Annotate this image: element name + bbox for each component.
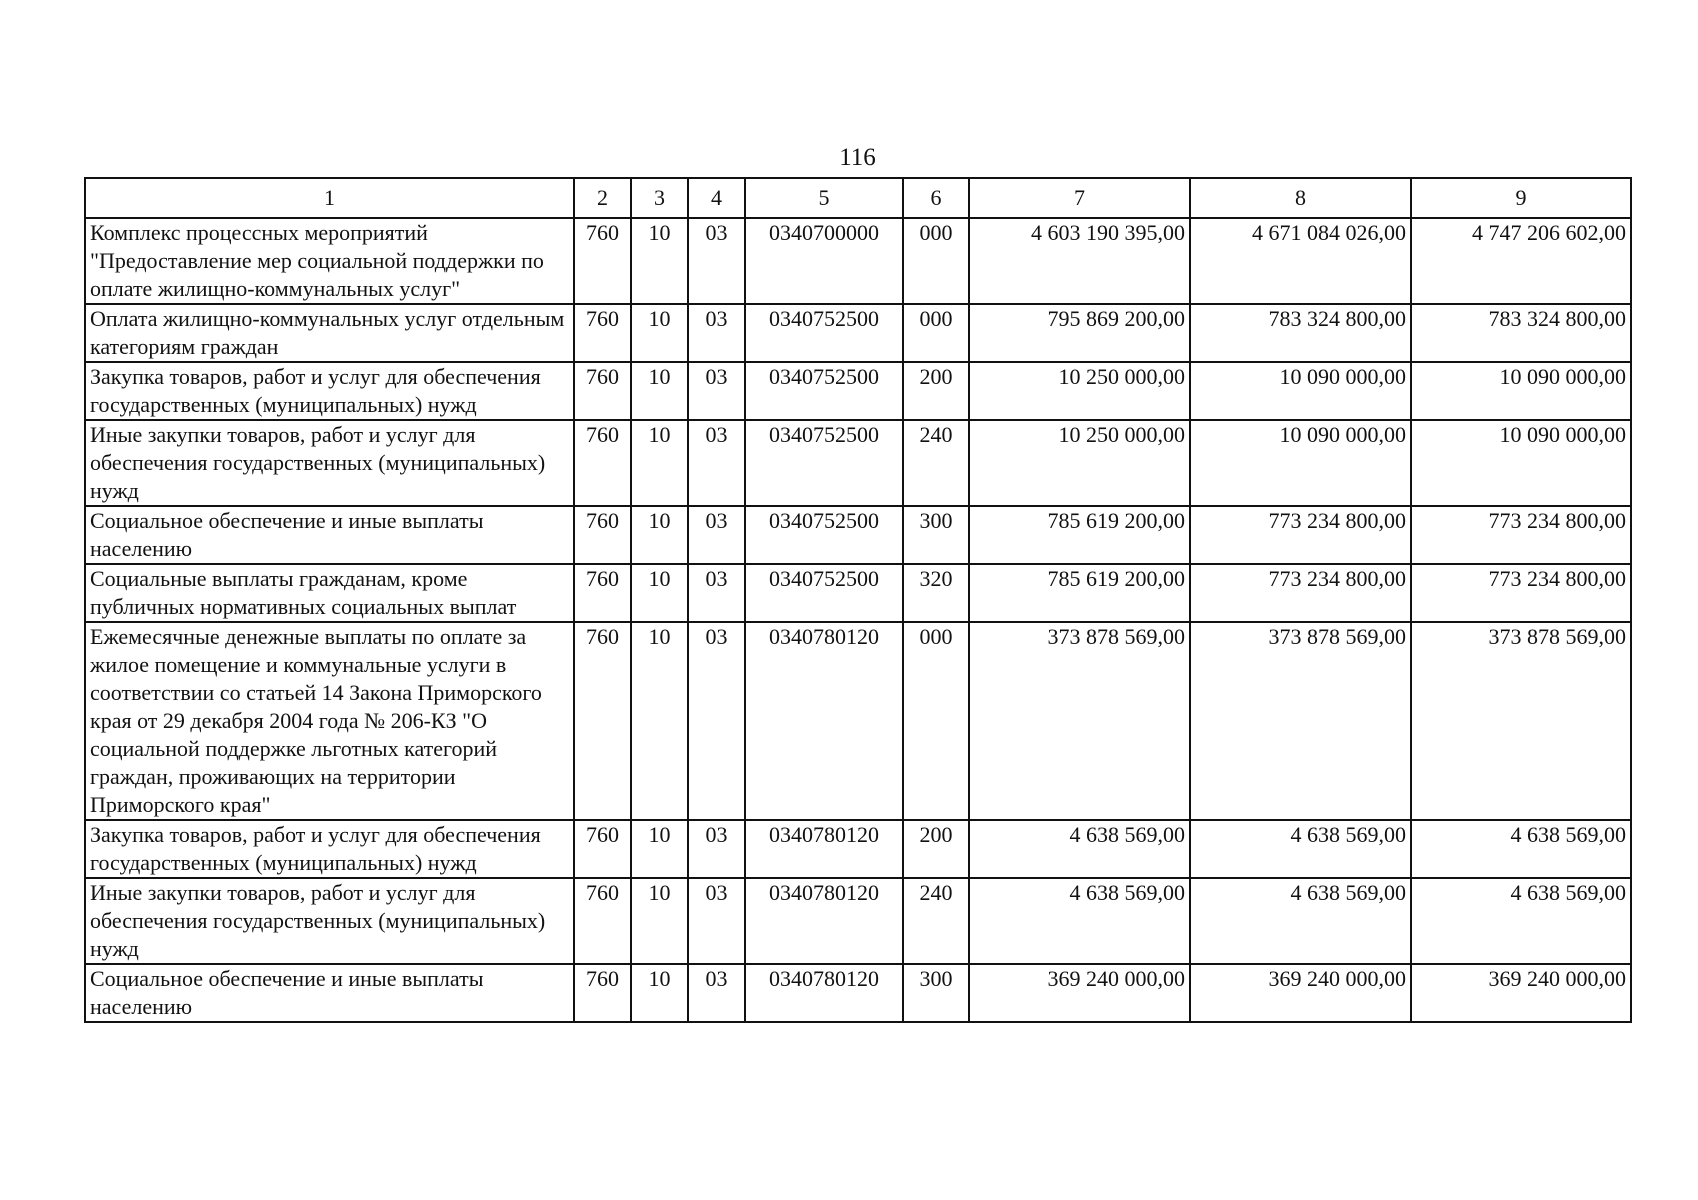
subsection-code: 03	[688, 964, 745, 1022]
target-article-code: 0340752500	[745, 420, 903, 506]
subsection-code: 03	[688, 218, 745, 304]
budget-table	[84, 177, 1632, 1023]
row-name: Социальные выплаты гражданам, кроме публичных нормативных социальных выплат	[85, 564, 574, 622]
target-article-code: 0340752500	[745, 564, 903, 622]
amount-col-9: 373 878 569,00	[1411, 622, 1631, 820]
table-row	[85, 506, 1631, 564]
table-row	[85, 304, 1631, 362]
row-name: Оплата жилищно-коммунальных услуг отдельным категориям граждан	[85, 304, 574, 362]
ministry-code: 760	[574, 964, 631, 1022]
column-header: 3	[631, 178, 688, 218]
amount-col-8: 4 638 569,00	[1190, 820, 1411, 878]
row-name: Иные закупки товаров, работ и услуг для обеспечения государственных (муниципальных) нужд	[85, 420, 574, 506]
amount-col-9: 4 747 206 602,00	[1411, 218, 1631, 304]
expense-type-code: 240	[903, 420, 969, 506]
ministry-code: 760	[574, 622, 631, 820]
subsection-code: 03	[688, 304, 745, 362]
section-code: 10	[631, 506, 688, 564]
expense-type-code: 200	[903, 820, 969, 878]
table-row	[85, 622, 1631, 820]
amount-col-8: 4 638 569,00	[1190, 878, 1411, 964]
section-code: 10	[631, 564, 688, 622]
ministry-code: 760	[574, 420, 631, 506]
column-header: 1	[85, 178, 574, 218]
section-code: 10	[631, 622, 688, 820]
table-row	[85, 420, 1631, 506]
table-row	[85, 878, 1631, 964]
row-name: Социальное обеспечение и иные выплаты населению	[85, 506, 574, 564]
target-article-code: 0340780120	[745, 964, 903, 1022]
amount-col-8: 773 234 800,00	[1190, 564, 1411, 622]
amount-col-9: 10 090 000,00	[1411, 420, 1631, 506]
table-row	[85, 820, 1631, 878]
column-header: 6	[903, 178, 969, 218]
column-header: 2	[574, 178, 631, 218]
column-header: 4	[688, 178, 745, 218]
amount-col-8: 10 090 000,00	[1190, 420, 1411, 506]
target-article-code: 0340780120	[745, 820, 903, 878]
section-code: 10	[631, 304, 688, 362]
column-header: 5	[745, 178, 903, 218]
subsection-code: 03	[688, 622, 745, 820]
amount-col-7: 785 619 200,00	[969, 564, 1190, 622]
table-row	[85, 964, 1631, 1022]
amount-col-9: 10 090 000,00	[1411, 362, 1631, 420]
amount-col-9: 4 638 569,00	[1411, 878, 1631, 964]
section-code: 10	[631, 964, 688, 1022]
page-number: 116	[839, 144, 876, 171]
amount-col-7: 785 619 200,00	[969, 506, 1190, 564]
ministry-code: 760	[574, 304, 631, 362]
amount-col-7: 795 869 200,00	[969, 304, 1190, 362]
amount-col-8: 373 878 569,00	[1190, 622, 1411, 820]
amount-col-9: 4 638 569,00	[1411, 820, 1631, 878]
ministry-code: 760	[574, 218, 631, 304]
expense-type-code: 000	[903, 304, 969, 362]
row-name: Комплекс процессных мероприятий "Предоставление мер социальной поддержки по оплате жилищно-коммунальных услуг"	[85, 218, 574, 304]
section-code: 10	[631, 420, 688, 506]
ministry-code: 760	[574, 820, 631, 878]
amount-col-9: 773 234 800,00	[1411, 564, 1631, 622]
row-name: Иные закупки товаров, работ и услуг для обеспечения государственных (муниципальных) нужд	[85, 878, 574, 964]
target-article-code: 0340752500	[745, 506, 903, 564]
expense-type-code: 240	[903, 878, 969, 964]
subsection-code: 03	[688, 420, 745, 506]
amount-col-8: 783 324 800,00	[1190, 304, 1411, 362]
expense-type-code: 300	[903, 506, 969, 564]
amount-col-8: 10 090 000,00	[1190, 362, 1411, 420]
column-header: 7	[969, 178, 1190, 218]
amount-col-9: 783 324 800,00	[1411, 304, 1631, 362]
target-article-code: 0340780120	[745, 878, 903, 964]
amount-col-9: 369 240 000,00	[1411, 964, 1631, 1022]
ministry-code: 760	[574, 506, 631, 564]
amount-col-7: 369 240 000,00	[969, 964, 1190, 1022]
ministry-code: 760	[574, 878, 631, 964]
amount-col-7: 10 250 000,00	[969, 420, 1190, 506]
ministry-code: 760	[574, 564, 631, 622]
target-article-code: 0340752500	[745, 304, 903, 362]
row-name: Закупка товаров, работ и услуг для обеспечения государственных (муниципальных) нужд	[85, 820, 574, 878]
subsection-code: 03	[688, 506, 745, 564]
table-row	[85, 218, 1631, 304]
target-article-code: 0340780120	[745, 622, 903, 820]
section-code: 10	[631, 878, 688, 964]
ministry-code: 760	[574, 362, 631, 420]
row-name: Ежемесячные денежные выплаты по оплате за жилое помещение и коммунальные услуги в соответствии со статьей 14 Закона Приморского края от 29 декабря 2004 года № 206-КЗ "О социальной поддержке льготных категорий граждан, проживающих на территории Приморского края"	[85, 622, 574, 820]
row-name: Социальное обеспечение и иные выплаты населению	[85, 964, 574, 1022]
target-article-code: 0340752500	[745, 362, 903, 420]
amount-col-7: 4 638 569,00	[969, 878, 1190, 964]
expense-type-code: 000	[903, 622, 969, 820]
row-name: Закупка товаров, работ и услуг для обеспечения государственных (муниципальных) нужд	[85, 362, 574, 420]
amount-col-7: 4 638 569,00	[969, 820, 1190, 878]
amount-col-9: 773 234 800,00	[1411, 506, 1631, 564]
amount-col-8: 369 240 000,00	[1190, 964, 1411, 1022]
subsection-code: 03	[688, 564, 745, 622]
section-code: 10	[631, 820, 688, 878]
expense-type-code: 200	[903, 362, 969, 420]
subsection-code: 03	[688, 878, 745, 964]
expense-type-code: 000	[903, 218, 969, 304]
table-row	[85, 564, 1631, 622]
amount-col-8: 773 234 800,00	[1190, 506, 1411, 564]
target-article-code: 0340700000	[745, 218, 903, 304]
table-row	[85, 362, 1631, 420]
subsection-code: 03	[688, 362, 745, 420]
section-code: 10	[631, 218, 688, 304]
expense-type-code: 300	[903, 964, 969, 1022]
column-header: 8	[1190, 178, 1411, 218]
expense-type-code: 320	[903, 564, 969, 622]
column-header: 9	[1411, 178, 1631, 218]
amount-col-7: 373 878 569,00	[969, 622, 1190, 820]
amount-col-7: 10 250 000,00	[969, 362, 1190, 420]
amount-col-8: 4 671 084 026,00	[1190, 218, 1411, 304]
amount-col-7: 4 603 190 395,00	[969, 218, 1190, 304]
column-number-row	[85, 178, 1631, 218]
section-code: 10	[631, 362, 688, 420]
subsection-code: 03	[688, 820, 745, 878]
